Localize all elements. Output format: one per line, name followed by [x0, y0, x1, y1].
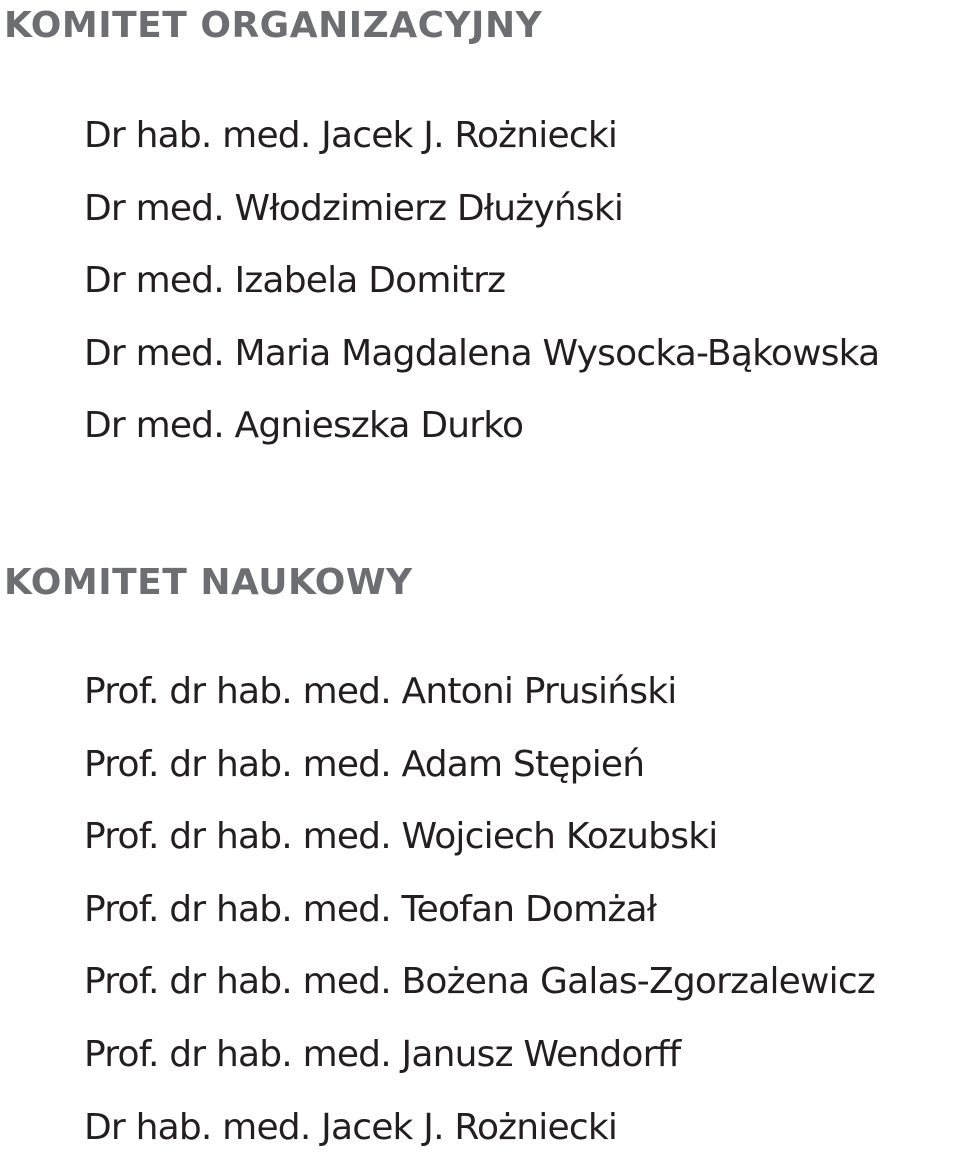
list-item: Dr med. Agnieszka Durko: [84, 405, 524, 447]
list-item: Prof. dr hab. med. Antoni Prusiński: [84, 671, 677, 712]
organizing-committee-heading: KOMITET ORGANIZACYJNY: [4, 5, 543, 46]
scientific-committee-heading: KOMITET NAUKOWY: [4, 562, 413, 603]
list-item: Prof. dr hab. med. Adam Stępień: [84, 743, 645, 785]
list-item: Prof. dr hab. med. Wojciech Kozubski: [84, 816, 718, 858]
list-item: Prof. dr hab. med. Janusz Wendorff: [84, 1033, 681, 1075]
scientific-committee-list: [84, 656, 875, 1164]
list-item: Dr med. Izabela Domitrz: [84, 260, 506, 302]
list-item: Dr hab. med. Jacek J. Rożniecki: [84, 115, 618, 156]
list-item: Prof. dr hab. med. Bożena Galas-Zgorzalewicz: [84, 961, 875, 1003]
list-item: Dr med. Włodzimierz Dłużyński: [84, 187, 624, 229]
list-item: Dr hab. med. Jacek J. Rożniecki: [84, 1106, 618, 1148]
list-item: Prof. dr hab. med. Teofan Domżał: [84, 888, 657, 930]
organizing-committee-list: [84, 100, 879, 463]
list-item: Dr med. Maria Magdalena Wysocka-Bąkowska: [84, 332, 880, 374]
